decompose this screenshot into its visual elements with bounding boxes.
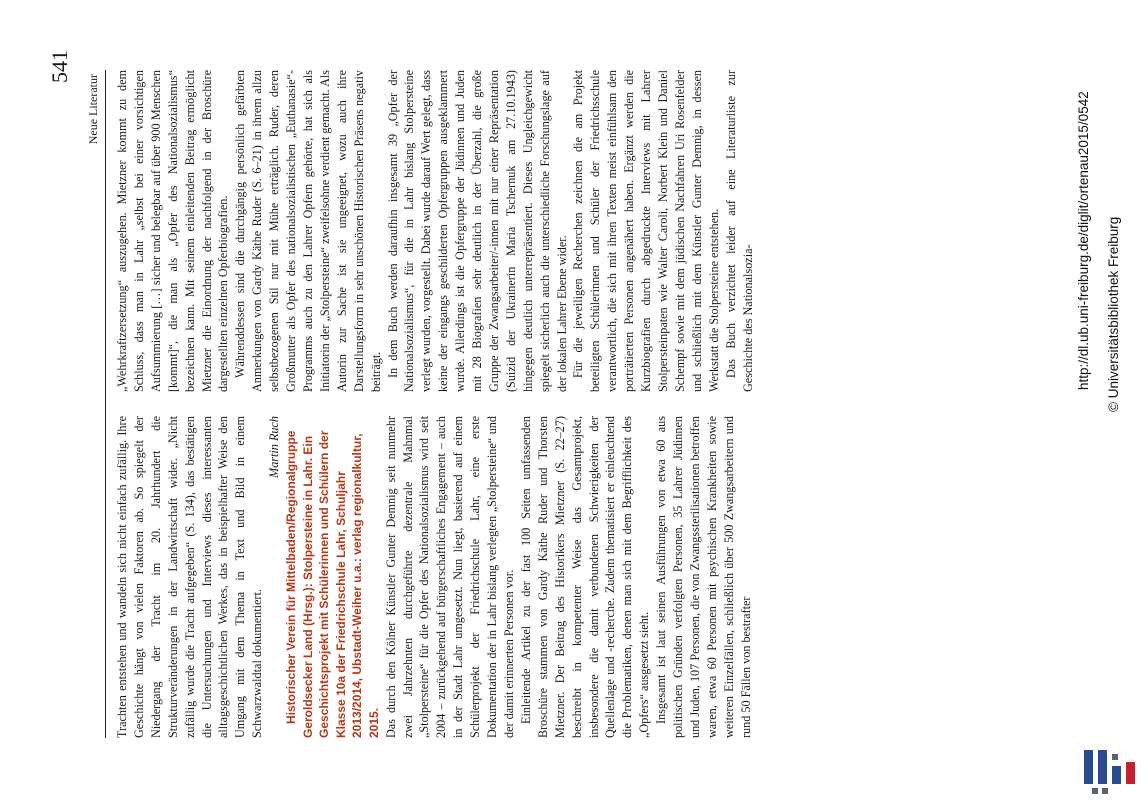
paragraph: Für die jeweiligen Recherchen zeichnen die am Projekt beteiligten Schülerinnen und Schüler der Friedrichsschule verantwortlich, die sich mit ihren Texten meist einfühlsam den porträtierten Personen angenähert haben. Ergänzt werden die Kurzbiografien durch abgedruckte Interviews mit Lahrer Stolpersteinpaten wie Walter Caroli, Norbert Klein und Daniel Schempf sowie mit dem jüdischen Nachfahren Uri Rosenfelder und schließlich mit dem Künstler Gunter Demnig, in dessen Werkstatt die Stolpersteine entstehen. xyxy=(571,70,721,392)
running-head: Neue Literatur xyxy=(86,74,100,145)
header-rule xyxy=(105,70,106,738)
page-number: 541 xyxy=(47,50,72,83)
page-header xyxy=(0,0,120,800)
paragraph: „Wehrkraftzersetzung“ auszugehen. Mietzner kommt zu dem Schluss, dass man in Lahr „selbst bei einer vorsichtigen Aufsummierung […] sicher und belegbar auf über 900 Menschen [kommt]“, die man als „Opfer des Nationalsozialismus“ bezeichnen kann. Mit seinem einleitenden Beitrag ermöglicht Mietzner die Einordnung der nachfolgend in der Broschüre dargestellten einzelnen Opferbiografien. xyxy=(115,70,231,392)
left-column xyxy=(114,416,755,738)
paragraph: Trachten entstehen und wandeln sich nicht einfach zufällig. Ihre Geschichte hängt von vielen Faktoren ab. So spiegelt der Niedergang der Tracht im 20. Jahrhundert die Strukturveränderungen in der Landwirtschaft wider. „Nicht zufällig wurde die Tracht aufgegeben“ (S. 134), das bestätigen die Untersuchungen und Interviews dieses interessanten alltagsgeschichtlichen Werkes, das in beispielhafter Weise den Umgang mit dem Thema in Text und Bild in einem Schwarzwaldtal dokumentiert. xyxy=(115,416,265,738)
ub-freiburg-logo-icon xyxy=(1084,750,1136,794)
source-url-link[interactable]: http://dl.ub.uni-freiburg.de/diglit/ortenau2015/0542 xyxy=(1076,91,1091,390)
reviewer-signature: Martin Ruch xyxy=(267,416,282,478)
paragraph: Währenddessen sind die durchgängig persönlich gefärbten Anmerkungen von Gardy Käthe Ruder (S. 6–21) in ihrem allzu selbstbezogenen Stil nur mit Mühe erträglich. Ruder, deren Großmutter als Opfer des nationalsozialistischen „Euthanasie“-Programms auch zu den Lahrer Opfern gehörte, hat sich als Initiatorin der „Stolpersteine“ zweifelsohne verdient gemacht. Als Autorin zur Sache ist sie ungeeignet, wozu auch ihre Darstellungsform in sehr unschönen Historischen Präsens negativ beiträgt. xyxy=(233,70,383,392)
paragraph: Das durch den Kölner Künstler Gunter Demnig seit nunmehr zwei Jahrzehnten durchgeführte dezentrale Mahnmal „Stolpersteine“ für die Opfer des Nationalsozialismus wird seit 2004 – zurückgehend auf bürgerschaftliches Engagement – auch in der Stadt Lahr umgesetzt. Nun liegt, basierend auf einem Schülerprojekt der Friedrichschule Lahr, eine erste Dokumentation der in Lahr bislang verlegten „Stolpersteine“ und der damit erinnerten Personen vor. xyxy=(383,416,516,738)
right-column xyxy=(114,70,756,392)
paragraph: Einleitende Artikel zu der fast 100 Seiten umfassenden Broschüre stammen von Gardy Käthe Ruder und Thorsten Mietzner. Der Beitrag des Historikers Mietzner (S. 22–27) beschreibt in kompetenter Weise das Gesamtprojekt, insbesondere die damit verbundenen Schwierigkeiten der Quellenlage und -recherche. Zudem thematisiert er einleuchtend die Problematiken, denen man sich mit dem Begrifflichkeit des „Opfers“ ausgesetzt sieht. xyxy=(518,416,652,738)
paragraph: In dem Buch werden daraufhin insgesamt 39 „Opfer der Nationalsozialismus“, für die in Lahr bislang Stolpersteine verlegt wurden, vorgestellt. Dabei wurde darauf Wert gelegt, dass keine der eingangs geschilderten Opfergruppen ausgeklammert wurde. Allerdings ist die Opfergruppe der Jüdinnen und Juden mit 28 Biografien sehr deutlich in der Überzahl, die große Gruppe der Zwangsarbeiter/-innen mit nur einer Repräsentation (Suizid der Ukrainerin Maria Tschernuk am 27.10.1943) hingegen deutlich unterrepräsentiert. Dieses Ungleichgewicht spiegelt sicherlich auch die unterschiedliche Forschungslage auf der lokalen Lahrer Ebene wider. xyxy=(385,70,569,392)
paragraph: Das Buch verzichtet leider auf eine Literaturliste zur Geschichte des Nationalsozia- xyxy=(723,70,755,392)
copyright-notice: © Universitätsbibliothek Freiburg xyxy=(1106,216,1121,412)
review-heading: Historischer Verein für Mittelbaden/Regionalgruppe Geroldsecker Land (Hrsg.): Stolpersteine in Lahr. Ein Geschichtsprojekt mit Schülerinnen und Schülern der Klasse 10a der Friedrichschule Lahr, Schuljahr 2013/2014, Ubstadt-Weiher u.a.: verlag regionalkultur, 2015. xyxy=(284,430,382,738)
library-sidebar xyxy=(1070,0,1148,800)
paragraph: Insgesamt ist laut seinen Ausführungen von etwa 60 aus politischen Gründen verfolgten Personen, 35 Lahrer Jüdinnen und Juden, 107 Personen, die von Zwangssterilisationen betroffen waren, etwa 60 Personen mit psychischen Krankheiten sowie weiteren Einzelfällen, schließlich über 500 Zwangsarbeitern und rund 50 Fällen von bestrafter xyxy=(654,416,753,738)
